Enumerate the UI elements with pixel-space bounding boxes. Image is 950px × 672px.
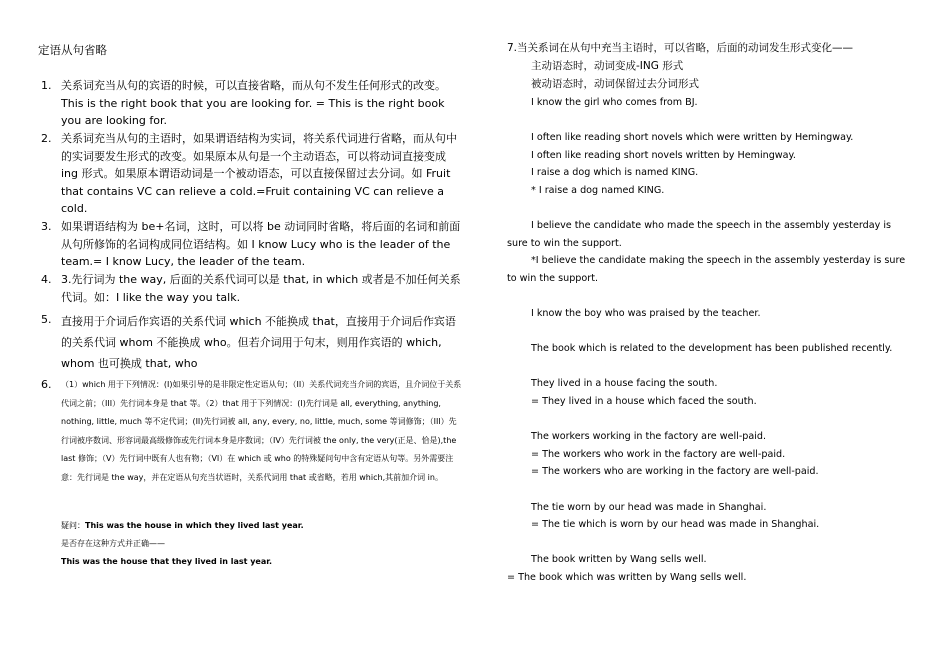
question-answer: This was the house that they lived in last year. bbox=[61, 557, 273, 566]
example-line: = The workers who work in the factory are well-paid. bbox=[531, 449, 786, 460]
item-number: 5. bbox=[41, 313, 52, 326]
example-line: I often like reading short novels which were written by Hemingway. bbox=[531, 132, 854, 143]
example-line: *I believe the candidate making the speech in the assembly yesterday is sure to win the support. bbox=[507, 255, 906, 284]
item-text: 关系词充当从句的主语时，如果谓语结构为实词，将关系代词进行省略，而从句中的实词要发生形式的改变。如果原本从句是一个主动语态，可以将动词直接变成 ing 形式。如果原本谓语动词是一个被动语态，可以直接保留过去分词。如 Fruit that contains VC can relieve a cold.=Fruit containing VC can relieve a cold. bbox=[61, 132, 457, 215]
example-line: = The tie which is worn by our head was made in Shanghai. bbox=[531, 519, 820, 530]
question-sentence: This was the house in which they lived last year. bbox=[85, 521, 304, 530]
item-number: 6. bbox=[41, 378, 52, 391]
example-line: I know the girl who comes from BJ. bbox=[531, 97, 698, 108]
page-title: 定语从句省略 bbox=[38, 43, 107, 57]
example-line: The book written by Wang sells well. bbox=[531, 554, 707, 565]
question-line bbox=[61, 517, 304, 535]
item-number: 4. bbox=[41, 273, 52, 286]
item-text: 3.先行词为 the way, 后面的关系代词可以是 that, in which 或者是不加任何关系代词。如：I like the way you talk. bbox=[61, 273, 461, 304]
item-number: 2. bbox=[41, 132, 52, 145]
example-line: I believe the candidate who made the speech in the assembly yesterday is sure to win the support. bbox=[507, 220, 891, 249]
item-text: 关系词充当从句的宾语的时候，可以直接省略，而从句不发生任何形式的改变。This is the right book that you are looking for. = This is the right book you are looking for. bbox=[61, 79, 446, 127]
example-line: I often like reading short novels written by Hemingway. bbox=[531, 150, 796, 161]
example-line: * I raise a dog named KING. bbox=[531, 185, 665, 196]
item-text: 如果谓语结构为 be+名词，这时，可以将 be 动词同时省略，将后面的名词和前面从句所修饰的名词构成同位语结构。如 I know Lucy who is the leader of the team.= I know Lucy, the leader of the team. bbox=[61, 220, 461, 268]
example-line: = The workers who are working in the factory are well-paid. bbox=[531, 466, 819, 477]
section-heading: 7.当关系词在从句中充当主语时，可以省略，后面的动词发生形式变化—— bbox=[507, 42, 854, 54]
item-number: 1. bbox=[41, 79, 52, 92]
example-line: The book which is related to the development has been published recently. bbox=[531, 343, 893, 354]
text-line: 主动语态时，动词变成-ING 形式 bbox=[531, 60, 684, 72]
item-number: 3. bbox=[41, 220, 52, 233]
example-line: The workers working in the factory are well-paid. bbox=[531, 431, 767, 442]
item-text: 直接用于介词后作宾语的关系代词 which 不能换成 that，直接用于介词后作宾语的关系代词 whom 不能换成 who。但若介词用于句末，则用作宾语的 which, whom 也可换成 that, who bbox=[61, 315, 456, 370]
example-line: = The book which was written by Wang sells well. bbox=[507, 572, 747, 583]
question-text: 是否存在这种方式并正确—— bbox=[61, 539, 165, 548]
example-line: I know the boy who was praised by the teacher. bbox=[531, 308, 761, 319]
example-line: They lived in a house facing the south. bbox=[531, 378, 718, 389]
text-line: 被动语态时，动词保留过去分词形式 bbox=[531, 78, 699, 90]
example-line: The tie worn by our head was made in Shanghai. bbox=[531, 502, 767, 513]
question-label: 疑问： bbox=[61, 521, 85, 530]
example-line: = They lived in a house which faced the south. bbox=[531, 396, 757, 407]
note-paragraph: （1）which 用于下列情况：(I)如果引导的是非限定性定语从句；（II）关系代词充当介词的宾语，且介词位于关系代词之前；（III）先行词本身是 that 等。（2）that 用于下列情况：(I)先行词是 all, everything, anything, nothing, little, much 等不定代词；(II)先行词被 all, any, every, no, little, much, some 等词修饰；（III）先行词被序数词、形容词最高级修饰或先行词本身是序数词；（IV）先行词被 the only, the very(正是、恰是),the last 修饰；（V）先行词中既有人也有物；（VI）在 which 或 who 的特殊疑问句中含有定语从句等。另外需要注意：先行词是 the way，并在定语从句充当状语时，关系代词用 that 或省略，若用 which,其前加介词 in。 bbox=[61, 380, 462, 482]
example-line: I raise a dog which is named KING. bbox=[531, 167, 699, 178]
